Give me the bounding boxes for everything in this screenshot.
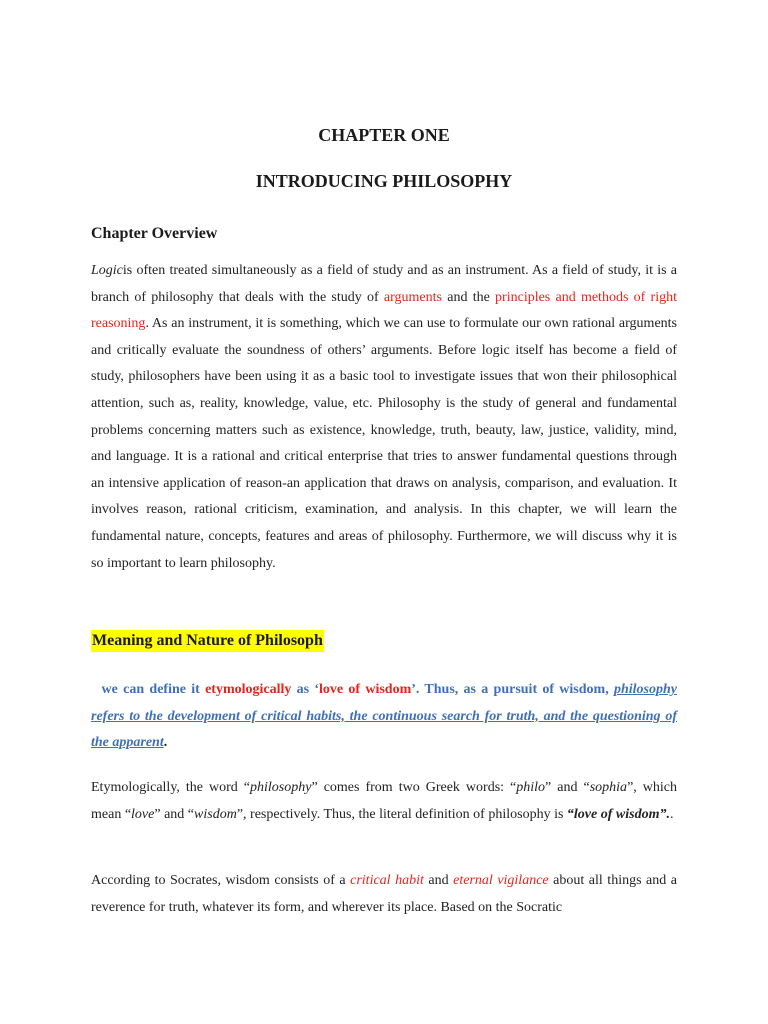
critical-habit-term: critical habit <box>350 873 424 888</box>
definition-text-2: as ‘ <box>291 682 320 697</box>
etymology-paragraph <box>91 775 677 828</box>
philosophy-word: philosophy <box>250 780 312 795</box>
overview-text-3: . As an instrument, it is something, which we can use to formulate our own rational arguments and critically evaluate the soundness of others’ arguments. Before logic itself has become a field of study, philosophers have been using it as a basic tool to investigate issues that won their philosophical attention, such as, reality, knowledge, value, etc. Philosophy is the study of general and fundamental problems concerning matters such as existence, knowledge, truth, beauty, law, justice, validity, mind, and language. It is a rational and critical enterprise that tries to answer fundamental questions through an intensive application of reason-an application that draws on analysis, comparison, and evaluation. It involves reason, rational criticism, examination, and analysis. In this chapter, we will learn the fundamental nature, concepts, features and areas of philosophy. Furthermore, we will discuss why it is so important to learn philosophy. <box>91 316 677 571</box>
socrates-paragraph <box>91 868 677 921</box>
love-of-wisdom-term: love of wisdom <box>319 682 412 697</box>
overview-paragraph <box>91 258 677 577</box>
love-word: love <box>131 806 155 822</box>
etymology-text-7: . <box>669 806 674 822</box>
principles-term: principles and methods of right reasoning <box>91 289 677 332</box>
etymologically-term: etymologically <box>205 682 292 697</box>
meaning-nature-heading: Meaning and Nature of Philosoph <box>91 630 324 652</box>
etymology-text-1: Etymologically, the word “ <box>91 780 251 795</box>
chapter-overview-heading: Chapter Overview <box>91 225 218 242</box>
socrates-text-1: According to Socrates, wisdom consists of a <box>91 873 351 888</box>
eternal-vigilance-term: eternal vigilance <box>453 873 549 888</box>
chapter-number: CHAPTER ONE <box>318 125 450 145</box>
definition-text-1: we can define it <box>101 682 206 697</box>
arguments-term: arguments <box>383 289 442 305</box>
socrates-text-2: and <box>423 873 454 888</box>
wisdom-word: wisdom <box>194 806 237 822</box>
philosophy-definition-link[interactable]: philosophy refers to the development of critical habits, the continuous search for truth, and the questioning of the apparent <box>91 682 677 751</box>
etymology-text-4: ”, which mean “ <box>91 780 677 822</box>
socrates-text-3: about all things and a reverence for truth, whatever its form, and wherever its place. Based on the Socratic <box>91 873 678 915</box>
chapter-title: INTRODUCING PHILOSOPHY <box>255 171 513 191</box>
overview-text-2: and the <box>442 289 496 305</box>
etymology-text-6: ”, respectively. Thus, the literal definition of philosophy is <box>236 806 567 822</box>
definition-text-3: ’. Thus, as a pursuit of wisdom, <box>411 682 614 697</box>
etymology-text-2: ” comes from two Greek words: “ <box>311 780 517 795</box>
sophia-word: sophia <box>589 780 628 795</box>
love-of-wisdom-phrase: “love of wisdom”. <box>566 806 670 822</box>
definition-paragraph <box>91 677 677 757</box>
etymology-text-5: ” and “ <box>154 806 195 822</box>
overview-text-1: is often treated simultaneously as a field of study and as an instrument. As a field of study, it is a branch of philosophy that deals with the study of <box>91 263 677 305</box>
definition-end: . <box>163 735 168 751</box>
philo-word: philo <box>516 780 546 795</box>
logic-term: Logic <box>91 263 123 278</box>
etymology-text-3: ” and “ <box>545 780 590 795</box>
